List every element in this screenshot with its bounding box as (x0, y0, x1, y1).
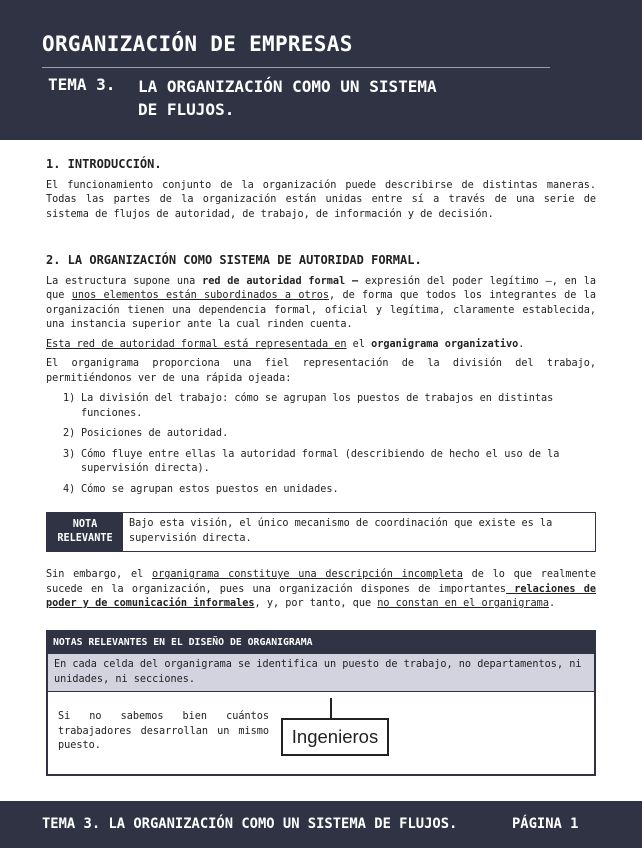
list-number: 1) (63, 393, 76, 404)
paragraph-estructura (46, 275, 596, 333)
text-run: el (346, 338, 372, 350)
organigrama-notes-table (46, 630, 596, 777)
note-label (47, 513, 123, 551)
text-run: , y, por tanto, que (254, 598, 378, 609)
chapter-title: LA ORGANIZACIÓN COMO UN SISTEMA DE FLUJOS. (138, 77, 437, 119)
footer-chapter: TEMA 3. LA ORGANIZACIÓN COMO UN SISTEMA DE FLUJOS. (42, 816, 458, 832)
page-header (0, 0, 642, 140)
text-run: . (518, 338, 525, 350)
note-text: Bajo esta visión, el único mecanismo de coordinación que existe es la supervisión directa. (129, 518, 553, 544)
paragraph-representacion: El organigrama proporciona una fiel representación de la división del trabajo, permitiéndonos ver de una rápida ojeada: (46, 358, 596, 384)
page-footer (0, 801, 642, 848)
list-item (46, 427, 596, 442)
table-row: En cada celda del organigrama se identifica un puesto de trabajo, no departamentos, ni unidades, ni secciones. (48, 654, 594, 692)
text-run: La estructura supone una (46, 275, 203, 287)
list-text: Cómo fluye entre ellas la autoridad formal (describiendo de hecho el uso de la supervisión directa). (81, 448, 560, 474)
chapter-number: TEMA 3. (48, 75, 116, 94)
text-run: expresión del poder legítimo –, en la que (46, 275, 597, 301)
table-cell-text: Si no sabemos bien cuántos trabajadores desarrollan un mismo puesto. (58, 711, 269, 751)
page-content (46, 150, 596, 776)
bold-text: organigrama organizativo (371, 338, 519, 350)
section-2-heading: 2. LA ORGANIZACIÓN COMO SISTEMA DE AUTORIDAD FORMAL. (46, 253, 422, 267)
note-label-line: RELEVANTE (57, 533, 113, 544)
text-run: . (548, 598, 556, 609)
list-text: La división del trabajo: cómo se agrupan los puestos de trabajos en distintas funciones. (81, 393, 554, 419)
section-1-heading: 1. INTRODUCCIÓN. (46, 157, 162, 171)
section-1-paragraph: El funcionamiento conjunto de la organización puede describirse de distintas maneras. Todas las partes de la organización están unidas entre sí a través de una serie de sistema de flujos de autoridad, de trabajo, de información y de decisión. (46, 179, 596, 220)
table-header: NOTAS RELEVANTES EN EL DISEÑO DE ORGANIGRAMA (48, 632, 594, 655)
underlined-text: unos elementos están subordinados a otros (71, 290, 330, 301)
underlined-text: no constan en el organigrama (377, 598, 549, 609)
document-title: ORGANIZACIÓN DE EMPRESAS (42, 32, 353, 56)
paragraph-organigrama (46, 338, 596, 353)
text-run: Sin embargo, el (46, 569, 152, 580)
list-item (46, 392, 596, 421)
note-label-line: NOTA (72, 519, 98, 530)
bold-underlined-text: relaciones de poder y de comunicación informales (46, 583, 596, 609)
relevant-note-box (46, 512, 596, 552)
list-number: 3) (63, 448, 76, 460)
page-number: PÁGINA 1 (512, 816, 579, 832)
bold-text: red de autoridad formal – (202, 275, 359, 287)
list-text: Cómo se agrupan estos puestos en unidades. (81, 483, 339, 495)
list-number: 2) (63, 428, 76, 439)
org-chart-cell: Ingenieros (281, 718, 389, 756)
organigrama-list (46, 392, 596, 497)
table-row (48, 692, 594, 774)
org-chart-connector (330, 698, 332, 719)
list-item (46, 448, 596, 477)
underlined-text: Esta red de autoridad formal está representada en (46, 338, 347, 350)
underlined-text: organigrama constituye una descripción incompleta (151, 569, 463, 580)
list-number: 4) (63, 483, 76, 495)
paragraph-incompleta (46, 568, 596, 612)
text-run: de lo que realmente sucede en la organización, pues una organización dispones de importantes (46, 569, 596, 595)
text-run: , de forma que todos los integrantes de la organización tienen una dependencia formal, oficial y legítima, claramente establecida, una instancia superior ante la cual rinden cuenta. (46, 290, 596, 330)
list-item (46, 483, 596, 498)
list-text: Posiciones de autoridad. (81, 428, 229, 439)
header-divider (42, 67, 550, 68)
